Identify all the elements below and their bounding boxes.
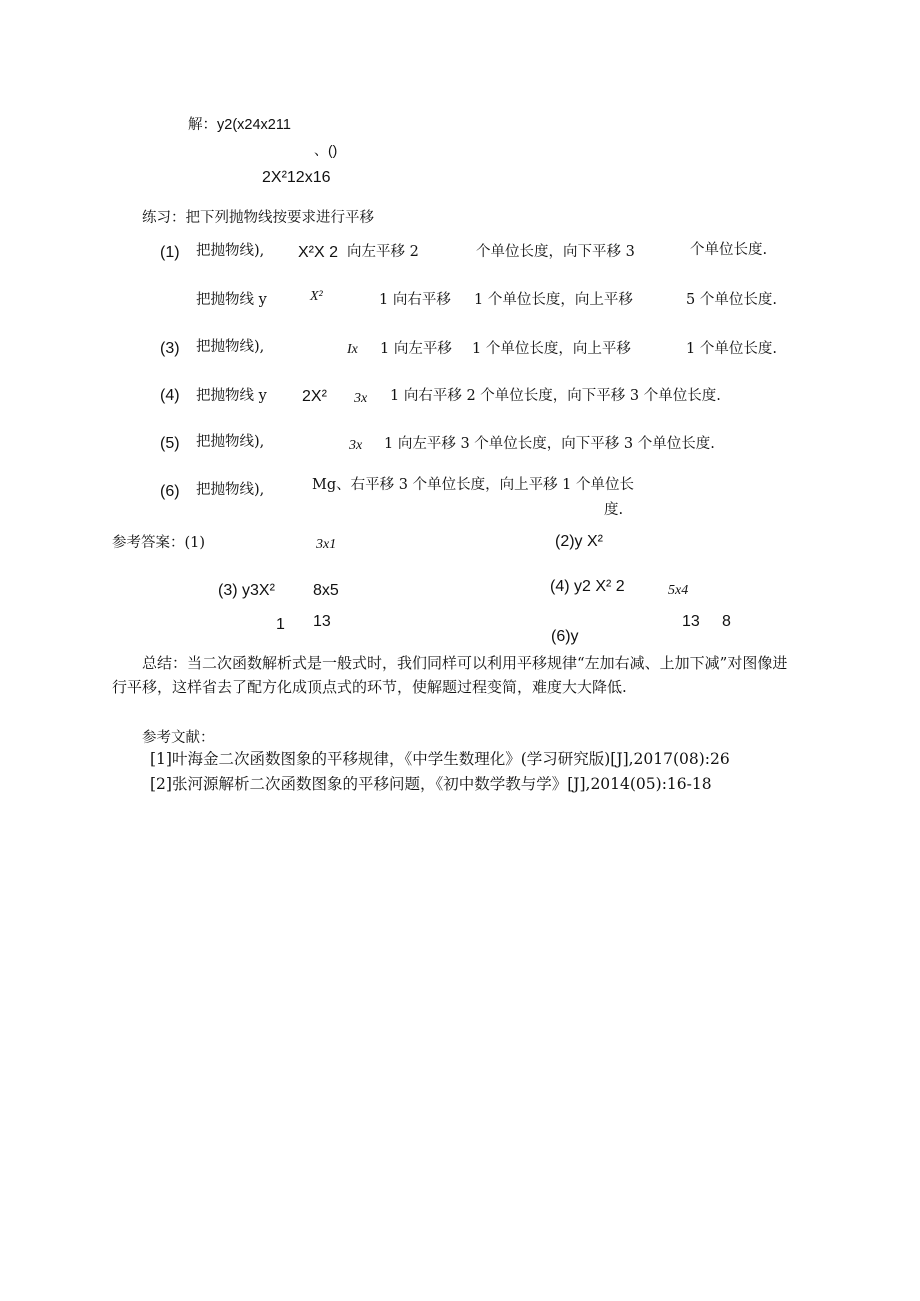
item-5-number: (5) bbox=[160, 435, 180, 452]
answer-6-value-1: 13 bbox=[682, 613, 700, 630]
item-1-tail: 个单位长度. bbox=[690, 242, 768, 258]
item-6-text: Mg、右平移 3 个单位长度，向上平移 1 个单位长 bbox=[312, 477, 635, 493]
answer-6-label: (6)y bbox=[551, 628, 579, 645]
answer-4-value: 5x4 bbox=[668, 583, 689, 598]
item-5-prefix: 把抛物线), bbox=[196, 434, 265, 450]
item-3-expression: Ix bbox=[347, 342, 358, 357]
item-4-number: (4) bbox=[160, 387, 180, 404]
answer-4-label: (4) y2 X² 2 bbox=[550, 578, 625, 595]
item-5-text: 1 向左平移 3 个单位长度，向下平移 3 个单位长度. bbox=[384, 436, 715, 452]
item-6-prefix: 把抛物线), bbox=[196, 482, 265, 498]
answer-3-label: (3) y3X² bbox=[218, 582, 275, 599]
reference-2: [2]张河源解析二次函数图象的平移问题，《初中数学教与学》[J],2014(05):16-18 bbox=[150, 775, 712, 793]
solution-line-1: 解：y2(x24x211 bbox=[188, 117, 291, 133]
item-3-shift-2: 1 个单位长度，向上平移 bbox=[472, 341, 631, 357]
item-4-text: 1 向右平移 2 个单位长度，向下平移 3 个单位长度. bbox=[390, 388, 721, 404]
item-1-shift-1: 向左平移 2 bbox=[347, 244, 419, 260]
item-2-tail: 5 个单位长度. bbox=[686, 292, 777, 308]
answer-5-value: 13 bbox=[313, 613, 331, 630]
answer-3-value: 8x5 bbox=[313, 582, 339, 599]
item-5-expression: 3x bbox=[349, 438, 363, 453]
item-4-expression-2: 3x bbox=[354, 391, 368, 406]
answer-2: (2)y X² bbox=[555, 533, 603, 550]
exercise-intro: 练习：把下列抛物线按要求进行平移 bbox=[142, 210, 374, 226]
item-6-text-continued: 度. bbox=[604, 502, 624, 518]
answer-6-value-2: 8 bbox=[722, 613, 731, 630]
solution-line-2: 、() bbox=[314, 142, 338, 158]
item-1-number: (1) bbox=[160, 244, 180, 261]
item-1-shift-2: 个单位长度，向下平移 3 bbox=[476, 244, 635, 260]
answers-label: 参考答案：(1) bbox=[112, 535, 206, 551]
item-6-number: (6) bbox=[160, 483, 180, 500]
item-4-expression-1: 2X² bbox=[302, 388, 327, 405]
item-3-tail: 1 个单位长度. bbox=[686, 341, 777, 357]
item-4-prefix: 把抛物线 y bbox=[196, 388, 267, 404]
item-2-prefix: 把抛物线 y bbox=[196, 292, 267, 308]
answer-1: 3x1 bbox=[316, 537, 337, 552]
summary-paragraph: 总结：当二次函数解析式是一般式时，我们同样可以利用平移规律“左加右减、上加下减”对图像进行平移，这样省去了配方化成顶点式的环节，使解题过程变简，难度大大降低. bbox=[112, 654, 788, 696]
item-1-expression: X²X 2 bbox=[298, 244, 339, 261]
item-1-prefix: 把抛物线), bbox=[196, 243, 265, 259]
item-2-shift-1: 1 向右平移 bbox=[379, 292, 451, 308]
solution-line-3: 2X²12x16 bbox=[262, 169, 331, 186]
references-title: 参考文献： bbox=[142, 730, 215, 746]
item-3-number: (3) bbox=[160, 340, 180, 357]
item-3-prefix: 把抛物线), bbox=[196, 339, 265, 355]
reference-1: [1]叶海金二次函数图象的平移规律，《中学生数理化》(学习研究版)[J],2017(08):26 bbox=[150, 750, 730, 768]
item-3-shift-1: 1 向左平移 bbox=[380, 341, 452, 357]
answer-5-numerator: 1 bbox=[276, 616, 285, 633]
item-2-expression: X² bbox=[310, 289, 323, 304]
item-2-shift-2: 1 个单位长度，向上平移 bbox=[474, 292, 633, 308]
